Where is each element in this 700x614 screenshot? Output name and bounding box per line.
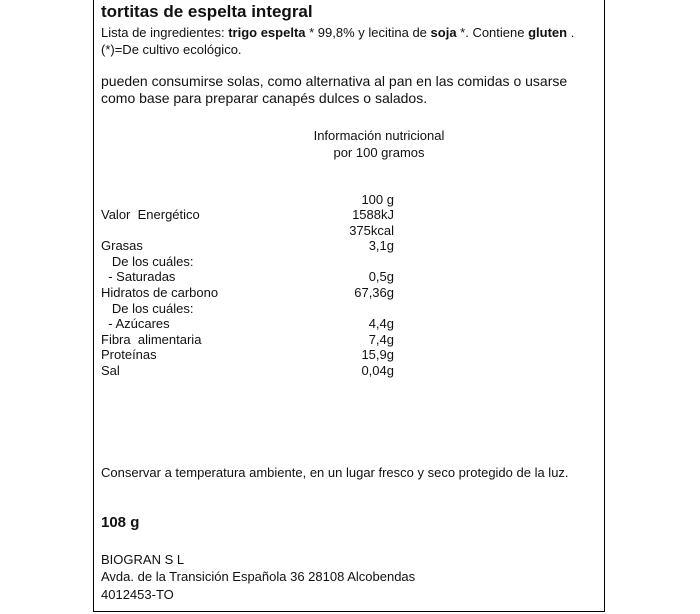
company-address: Avda. de la Transición Española 36 28108 Alcobendas bbox=[101, 569, 416, 584]
ingredients-prefix: Lista de ingredientes: bbox=[101, 25, 229, 40]
allergen-gluten: gluten bbox=[528, 25, 568, 40]
nutrition-row-value: 67,36g bbox=[354, 285, 394, 300]
nutrition-heading-line2: por 100 gramos bbox=[333, 145, 425, 160]
nutrition-row-value: 7,4g bbox=[368, 332, 394, 347]
company-name: BIOGRAN S L bbox=[101, 552, 185, 567]
net-weight: 108 g bbox=[101, 514, 140, 531]
ingredient-soy-detail: *. Contiene bbox=[456, 25, 529, 40]
nutrition-row-value: 0,04g bbox=[361, 363, 394, 378]
ingredient-soy: soja bbox=[430, 25, 457, 40]
nutrition-row-label: Grasas bbox=[101, 238, 143, 253]
ingredient-spelt: trigo espelta bbox=[228, 25, 306, 40]
registry-code: 4012453-TO bbox=[101, 587, 174, 602]
nutrition-row-value: 375kcal bbox=[349, 223, 394, 238]
nutrition-row-label: - Saturadas bbox=[101, 269, 176, 284]
nutrition-row-label: De los cuáles: bbox=[101, 301, 194, 316]
nutrition-row-label: Fibra alimentaria bbox=[101, 332, 202, 347]
nutrition-row-value: 4,4g bbox=[368, 316, 394, 331]
storage-instructions: Conservar a temperatura ambiente, en un lugar fresco y seco protegido de la luz. bbox=[101, 465, 569, 480]
ingredients-list bbox=[101, 25, 601, 41]
organic-note: (*)=De cultivo ecológico. bbox=[101, 42, 242, 57]
nutrition-row-value: 1588kJ bbox=[352, 207, 394, 222]
ingredients-end: . bbox=[567, 25, 575, 40]
nutrition-heading-line1: Información nutricional bbox=[313, 128, 445, 143]
nutrition-row-label: Hidratos de carbono bbox=[101, 285, 219, 300]
nutrition-row-value: 0,5g bbox=[368, 269, 394, 284]
nutrition-row-label: - Azúcares bbox=[101, 316, 170, 331]
nutrition-heading bbox=[279, 127, 479, 161]
nutrition-row-label: Valor Energético bbox=[101, 207, 200, 222]
ingredient-spelt-detail: * 99,8% y lecitina de bbox=[305, 25, 431, 40]
nutrition-column-header: 100 g bbox=[361, 192, 394, 207]
nutrition-row-value: 3,1g bbox=[368, 238, 394, 253]
usage-text: pueden consumirse solas, como alternativa al pan en las comidas o usarse como base para preparar canapés dulces o salados. bbox=[101, 73, 568, 106]
nutrition-row-label: De los cuáles: bbox=[101, 254, 194, 269]
nutrition-row-value: 15,9g bbox=[361, 347, 394, 362]
nutrition-row-label: Proteínas bbox=[101, 347, 157, 362]
nutrition-row-label: Sal bbox=[101, 363, 120, 378]
product-title: tortitas de espelta integral bbox=[101, 2, 313, 21]
